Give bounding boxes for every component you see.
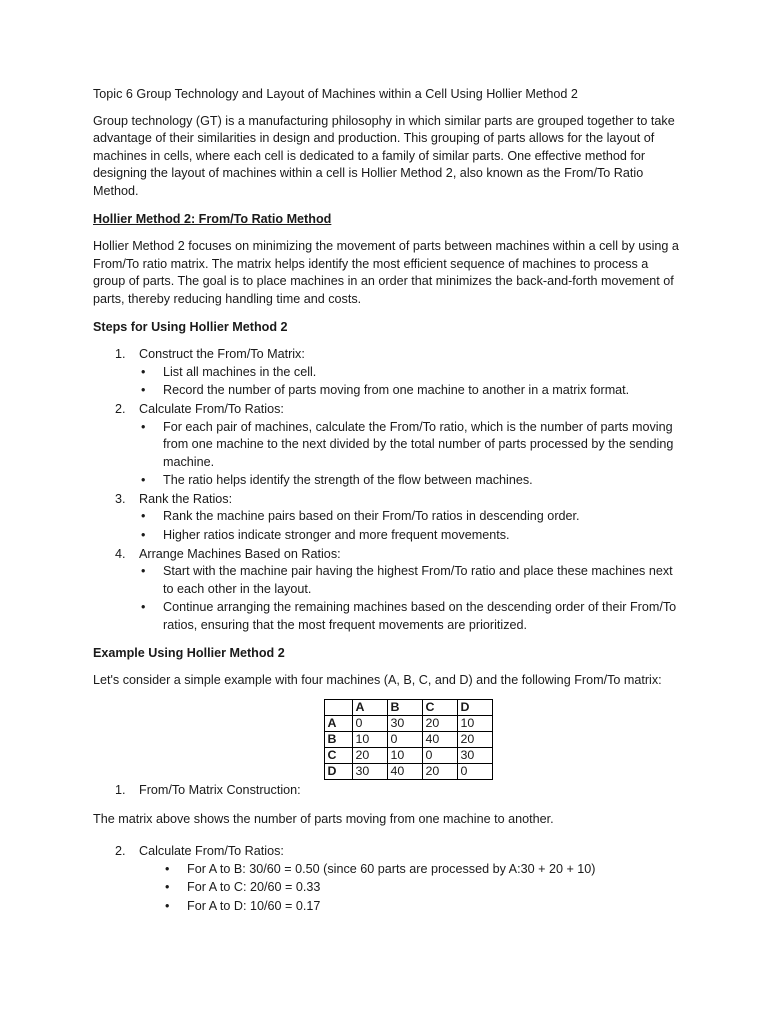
- matrix-cell: 10: [387, 747, 422, 763]
- matrix-column-header: A: [352, 699, 387, 715]
- bullet-item: • For each pair of machines, calculate the From/To ratio, which is the number of parts moving from one machine to the next divided by the total number of parts processed by the sending machine.: [139, 419, 683, 472]
- step-label: Calculate From/To Ratios:: [139, 844, 284, 858]
- step-number: 1.: [115, 782, 126, 797]
- bullet-item: • Rank the machine pairs based on their From/To ratios in descending order.: [139, 508, 683, 526]
- example-heading: Example Using Hollier Method 2: [93, 645, 285, 660]
- step-item: [93, 491, 683, 545]
- step-label: Rank the Ratios:: [139, 491, 233, 506]
- matrix-row-header: A: [324, 715, 352, 731]
- step-bullets: [139, 364, 683, 400]
- step-label: Construct the From/To Matrix:: [139, 347, 305, 362]
- bullet-item: • The ratio helps identify the strength of the flow between machines.: [139, 472, 683, 490]
- matrix-column-header: B: [387, 699, 422, 715]
- bullet-item: • List all machines in the cell.: [139, 364, 683, 382]
- bullet-item: • For A to C: 20/60 = 0.33: [139, 879, 683, 897]
- matrix-cell: 30: [352, 763, 387, 779]
- matrix-row: [324, 747, 492, 763]
- matrix-cell: 0: [422, 747, 457, 763]
- from-to-matrix-container: [133, 699, 683, 780]
- from-to-matrix: [324, 699, 493, 780]
- matrix-row-header: C: [324, 747, 352, 763]
- matrix-cell: 20: [457, 731, 492, 747]
- step-number: 2.: [115, 844, 126, 858]
- matrix-cell: 40: [422, 731, 457, 747]
- matrix-cell: 30: [457, 747, 492, 763]
- matrix-cell: 0: [352, 715, 387, 731]
- document-title: Topic 6 Group Technology and Layout of Machines within a Cell Using Hollier Method 2: [93, 87, 578, 101]
- matrix-row: [324, 731, 492, 747]
- matrix-header-row: [324, 699, 492, 715]
- bullet-item: • For A to B: 30/60 = 0.50 (since 60 parts are processed by A:30 + 20 + 10): [139, 861, 683, 879]
- matrix-cell: 20: [422, 715, 457, 731]
- bullet-item: • For A to D: 10/60 = 0.17: [139, 898, 683, 916]
- matrix-cell: 40: [387, 763, 422, 779]
- example-intro: Let's consider a simple example with four machines (A, B, C, and D) and the following From/To matrix:: [93, 673, 662, 688]
- ratio-bullets: [139, 861, 683, 916]
- example-step-2: [93, 843, 683, 915]
- matrix-cell: 0: [387, 731, 422, 747]
- bullet-item: • Continue arranging the remaining machines based on the descending order of their From/To ratios, ensuring that the most frequent movements are prioritized.: [139, 599, 683, 634]
- step-label: From/To Matrix Construction:: [139, 782, 301, 797]
- matrix-cell: 30: [387, 715, 422, 731]
- matrix-row-header: D: [324, 763, 352, 779]
- bullet-item: • Higher ratios indicate stronger and more frequent movements.: [139, 527, 683, 545]
- matrix-row: [324, 715, 492, 731]
- example-step-1: [93, 782, 683, 800]
- step-number: 4.: [115, 546, 126, 561]
- step-number: 1.: [115, 347, 126, 362]
- matrix-note: The matrix above shows the number of parts moving from one machine to another.: [93, 812, 554, 827]
- bullet-item: • Start with the machine pair having the highest From/To ratio and place these machines next to each other in the layout.: [139, 563, 683, 598]
- step-item: [93, 843, 683, 915]
- step-bullets: [139, 419, 683, 490]
- matrix-column-header: D: [457, 699, 492, 715]
- step-number: 2.: [115, 401, 126, 416]
- intro-paragraph: Group technology (GT) is a manufacturing philosophy in which similar parts are grouped together to take advantage of their similarities in design and production. This grouping of parts allows for the layout of machines in cells, where each cell is dedicated to a family of similar parts. One effective method for designing the layout of machines within a cell is Hollier Method 2, also known as the From/To Ratio Method.: [93, 113, 675, 198]
- matrix-cell: 10: [352, 731, 387, 747]
- matrix-row-header: B: [324, 731, 352, 747]
- step-item: [93, 346, 683, 400]
- matrix-row: [324, 763, 492, 779]
- matrix-cell: 20: [422, 763, 457, 779]
- step-bullets: [139, 508, 683, 544]
- step-label: Calculate From/To Ratios:: [139, 401, 284, 416]
- matrix-cell: 0: [457, 763, 492, 779]
- matrix-corner-cell: [324, 699, 352, 715]
- matrix-column-header: C: [422, 699, 457, 715]
- step-number: 3.: [115, 491, 126, 506]
- bullet-item: • Record the number of parts moving from one machine to another in a matrix format.: [139, 382, 683, 400]
- steps-heading: Steps for Using Hollier Method 2: [93, 319, 288, 334]
- steps-list: [93, 346, 683, 635]
- step-item: [93, 782, 683, 800]
- document-page: [93, 86, 683, 925]
- step-item: [93, 546, 683, 635]
- hollier-description: Hollier Method 2 focuses on minimizing the movement of parts between machines within a cell by using a From/To ratio matrix. The matrix helps identify the most efficient sequence of machines to process a group of parts. The goal is to place machines in an order that minimizes the back-and-forth movement of parts, thereby reducing handling time and costs.: [93, 239, 679, 306]
- step-bullets: [139, 563, 683, 634]
- matrix-cell: 10: [457, 715, 492, 731]
- step-label: Arrange Machines Based on Ratios:: [139, 546, 341, 561]
- section-heading-hollier: Hollier Method 2: From/To Ratio Method: [93, 211, 332, 226]
- matrix-cell: 20: [352, 747, 387, 763]
- step-item: [93, 401, 683, 490]
